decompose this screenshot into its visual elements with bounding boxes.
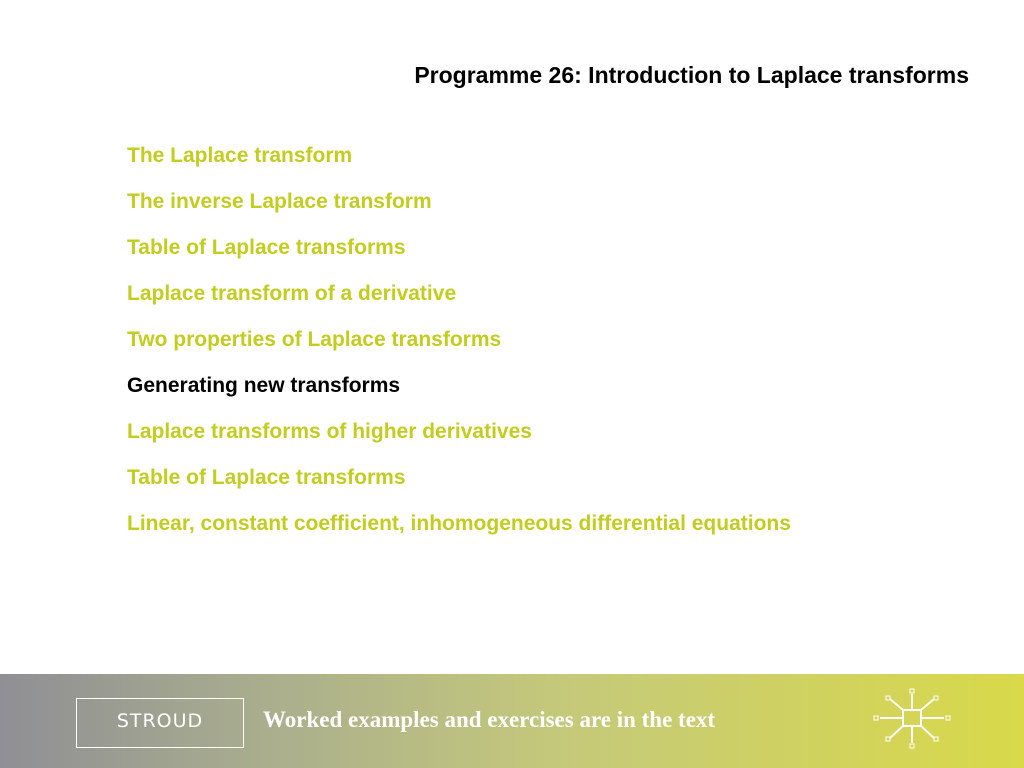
menu-item-laplace-transform[interactable]: The Laplace transform — [127, 144, 353, 167]
topic-menu — [127, 141, 791, 555]
menu-item-differential-equations[interactable]: Linear, constant coefficient, inhomogeneous differential equations — [127, 512, 791, 535]
page-title: Programme 26: Introduction to Laplace transforms — [414, 62, 969, 88]
network-icon — [872, 688, 952, 750]
menu-item-table-of-laplace-transforms-2[interactable]: Table of Laplace transforms — [127, 466, 406, 489]
menu-item-laplace-transform-of-derivative[interactable]: Laplace transform of a derivative — [127, 282, 457, 305]
menu-item-two-properties[interactable]: Two properties of Laplace transforms — [127, 328, 502, 351]
menu-item-inverse-laplace-transform[interactable]: The inverse Laplace transform — [127, 190, 432, 213]
footer-note: Worked examples and exercises are in the text — [263, 707, 716, 732]
menu-item-generating-new-transforms[interactable]: Generating new transforms — [127, 374, 401, 397]
footer-bar — [0, 674, 1024, 768]
menu-item-table-of-laplace-transforms[interactable]: Table of Laplace transforms — [127, 236, 406, 259]
stroud-logo[interactable]: STROUD — [76, 698, 244, 748]
menu-item-higher-derivatives[interactable]: Laplace transforms of higher derivatives — [127, 420, 532, 443]
